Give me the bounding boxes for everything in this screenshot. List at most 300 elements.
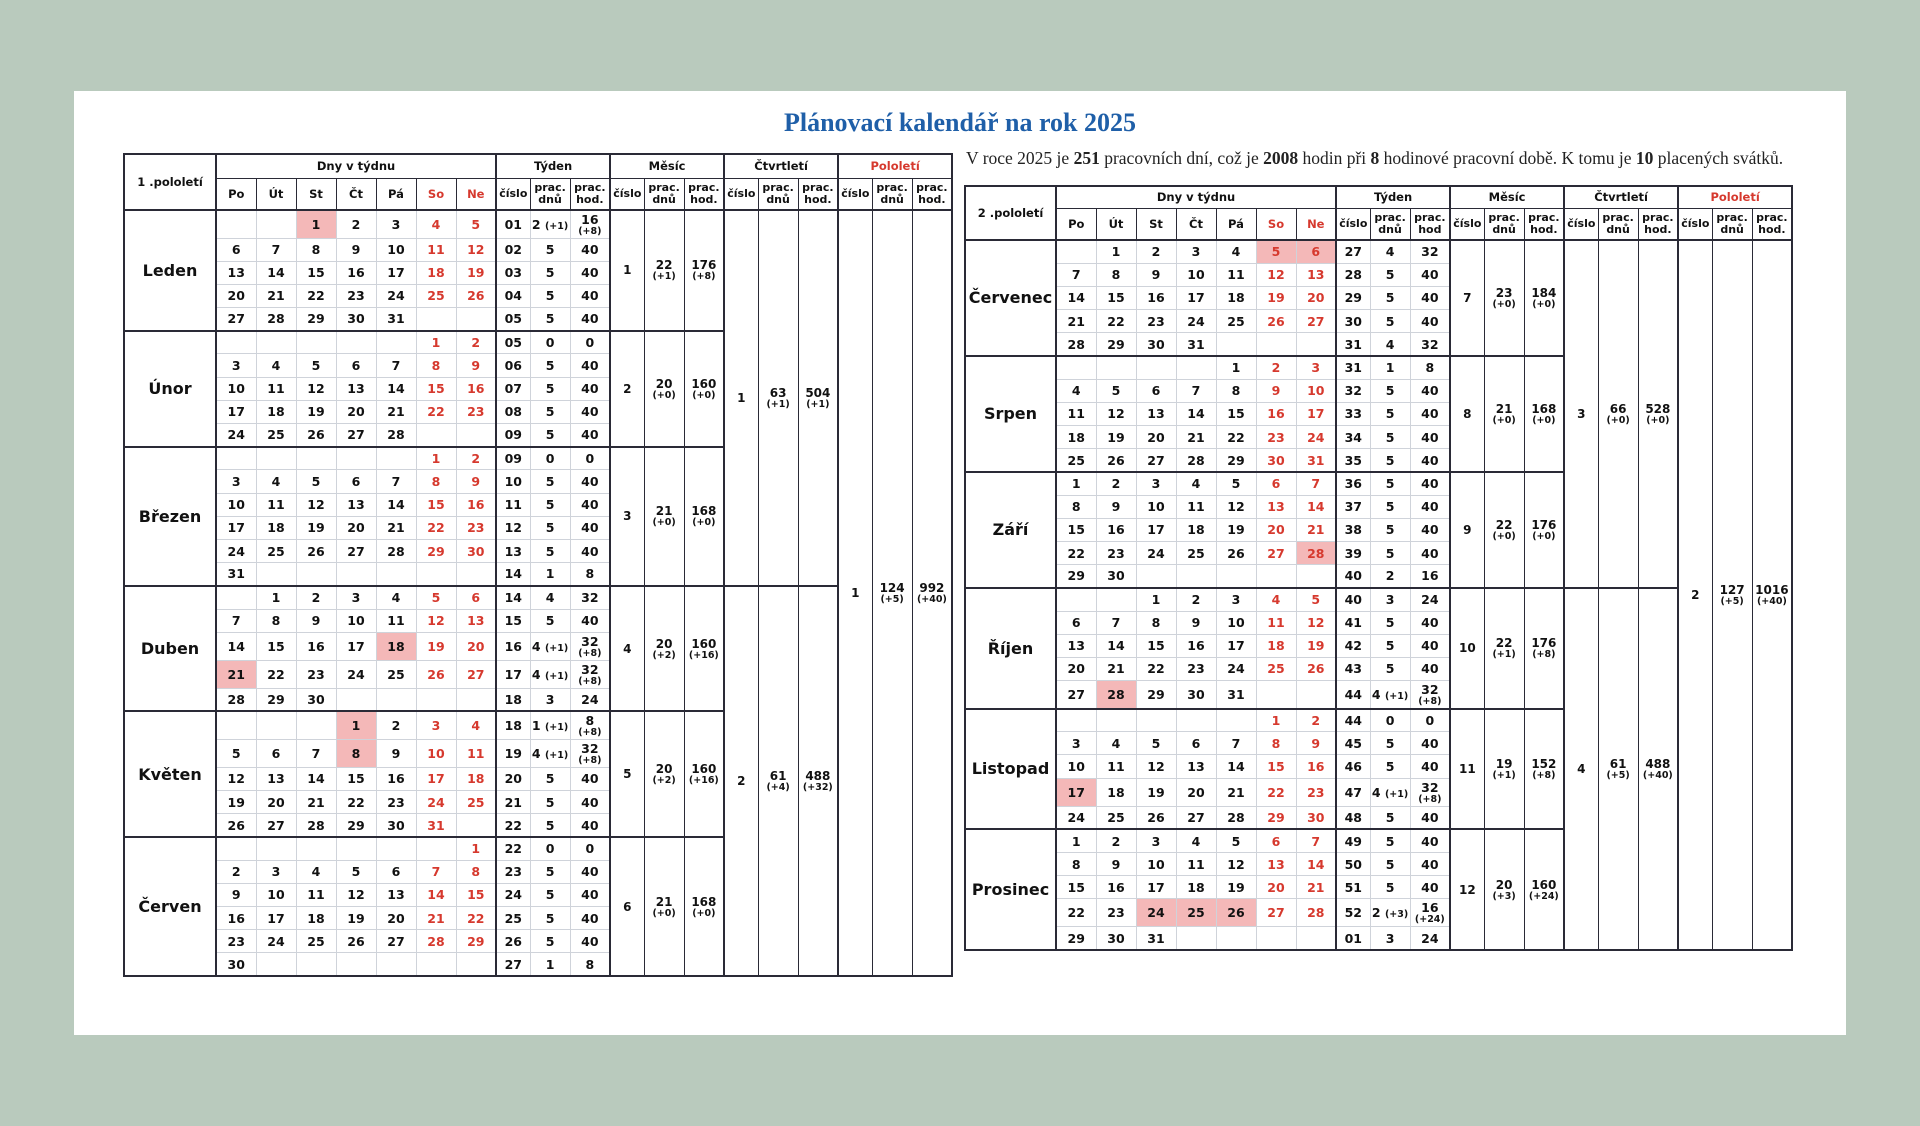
day-cell: 17 xyxy=(416,767,456,790)
day-cell: 6 xyxy=(216,238,256,261)
week-workdays-value: 5 xyxy=(545,771,555,787)
day-cell: 23 xyxy=(1136,310,1176,333)
day-cell: 13 xyxy=(376,883,416,906)
month-hours-delta: (+0) xyxy=(692,389,716,401)
week-workdays-value: 5 xyxy=(1385,313,1395,329)
quarter-hours-value: 488 xyxy=(805,768,831,783)
month-hours xyxy=(1524,588,1564,709)
week-hours-value: 0 xyxy=(1425,712,1435,728)
half-label: 1 .pololetí xyxy=(124,154,216,210)
week-hours xyxy=(1410,778,1450,806)
day-cell: 29 xyxy=(1056,565,1096,588)
week-hours-value: 40 xyxy=(581,520,599,536)
week-hours xyxy=(1410,356,1450,379)
week-workdays-value: 5 xyxy=(1385,406,1395,422)
day-cell: 7 xyxy=(1296,472,1336,495)
day-cell: 10 xyxy=(1136,495,1176,518)
week-number: 49 xyxy=(1336,829,1370,852)
day-cell: 16 xyxy=(296,632,336,660)
day-cell: 31 xyxy=(1136,927,1176,950)
month-hours-value: 184 xyxy=(1531,285,1557,300)
day-cell: 18 xyxy=(256,516,296,539)
day-cell: 3 xyxy=(1216,588,1256,611)
day-cell: 25 xyxy=(1056,449,1096,472)
week-number: 14 xyxy=(496,563,530,586)
page-title: Plánovací kalendář na rok 2025 xyxy=(783,108,1136,137)
day-cell: 31 xyxy=(1296,449,1336,472)
day-cell: 23 xyxy=(1176,657,1216,680)
day-cell: 31 xyxy=(1216,681,1256,709)
week-number: 05 xyxy=(496,331,530,354)
day-cell: 22 xyxy=(1056,899,1096,927)
week-workdays-value: 5 xyxy=(545,311,555,327)
day-cell: 27 xyxy=(376,930,416,953)
day-cell: 24 xyxy=(336,660,376,688)
day-cell: 30 xyxy=(216,953,256,976)
day-cell: 19 xyxy=(1096,426,1136,449)
week-hours-value: 40 xyxy=(1421,499,1439,515)
week-workdays xyxy=(1370,356,1410,379)
empty-day-cell xyxy=(416,837,456,860)
header-week: Týden xyxy=(1336,186,1450,208)
week-workdays-value: 5 xyxy=(1385,452,1395,468)
week-workdays-value: 5 xyxy=(1385,833,1395,849)
day-cell: 1 xyxy=(1256,709,1296,732)
day-cell: 10 xyxy=(1176,263,1216,286)
col-number-header: číslo xyxy=(1450,208,1484,240)
month-workdays-value: 20 xyxy=(655,636,673,651)
week-workdays xyxy=(1370,565,1410,588)
day-cell: 20 xyxy=(1296,286,1336,309)
week-workdays xyxy=(1370,611,1410,634)
day-cell: 22 xyxy=(1216,426,1256,449)
month-name: Květen xyxy=(124,711,216,837)
day-cell: 5 xyxy=(456,210,496,238)
day-cell: 16 xyxy=(376,767,416,790)
day-cell: 20 xyxy=(336,400,376,423)
week-number: 39 xyxy=(1336,541,1370,564)
col-workdays-header: prac. dnů xyxy=(1712,208,1752,240)
month-workdays-delta: (+2) xyxy=(652,649,676,661)
day-cell: 31 xyxy=(1176,333,1216,356)
week-hours xyxy=(1410,333,1450,356)
week-hours-value: 24 xyxy=(1421,592,1439,608)
empty-day-cell xyxy=(1176,565,1216,588)
month-hours xyxy=(684,210,724,331)
empty-day-cell xyxy=(1056,588,1096,611)
day-cell: 3 xyxy=(1056,732,1096,755)
empty-day-cell xyxy=(456,563,496,586)
day-cell: 24 xyxy=(216,539,256,562)
week-hours-value: 16 xyxy=(1421,900,1439,916)
day-cell: 1 xyxy=(456,837,496,860)
empty-day-cell xyxy=(416,688,456,711)
week-hours-value: 40 xyxy=(1421,452,1439,468)
day-cell: 15 xyxy=(416,377,456,400)
empty-day-cell xyxy=(256,837,296,860)
day-cell: 9 xyxy=(456,470,496,493)
day-cell: 21 xyxy=(1056,310,1096,333)
week-hours xyxy=(1410,518,1450,541)
empty-day-cell xyxy=(1176,709,1216,732)
day-cell: 29 xyxy=(1256,806,1296,829)
quarter-workdays xyxy=(758,210,798,586)
day-cell: 23 xyxy=(1096,899,1136,927)
quarter-number: 1 xyxy=(724,210,758,586)
month-name: Duben xyxy=(124,586,216,712)
empty-day-cell xyxy=(296,563,336,586)
note-text: placených svátků. xyxy=(1653,148,1784,168)
week-workdays-value: 5 xyxy=(545,817,555,833)
week-workdays-value: 0 xyxy=(545,841,555,857)
day-cell: 29 xyxy=(336,814,376,837)
day-cell: 17 xyxy=(1136,518,1176,541)
empty-day-cell xyxy=(376,688,416,711)
day-cell: 1 xyxy=(1056,829,1096,852)
halfyear-workdays xyxy=(1712,240,1752,950)
note-hours: 2008 xyxy=(1263,148,1299,168)
week-number: 43 xyxy=(1336,657,1370,680)
day-cell: 23 xyxy=(1096,541,1136,564)
day-cell: 7 xyxy=(1296,829,1336,852)
note-text: pracovních dní, což je xyxy=(1099,148,1264,168)
week-hours-value: 40 xyxy=(581,794,599,810)
week-workdays xyxy=(530,860,570,883)
week-workdays xyxy=(530,308,570,331)
week-workdays-delta: (+1) xyxy=(544,670,569,682)
day-cell: 26 xyxy=(456,284,496,307)
day-cell: 17 xyxy=(1056,778,1096,806)
day-cell: 24 xyxy=(376,284,416,307)
week-workdays-value: 5 xyxy=(545,794,555,810)
day-cell: 22 xyxy=(416,400,456,423)
week-workdays xyxy=(1370,495,1410,518)
day-cell: 24 xyxy=(1136,899,1176,927)
empty-day-cell xyxy=(456,308,496,331)
empty-day-cell xyxy=(336,688,376,711)
day-cell: 9 xyxy=(1096,495,1136,518)
day-cell: 10 xyxy=(376,238,416,261)
day-cell: 19 xyxy=(1296,634,1336,657)
day-cell: 2 xyxy=(1096,829,1136,852)
day-cell: 12 xyxy=(1256,263,1296,286)
month-workdays xyxy=(644,210,684,331)
day-cell: 24 xyxy=(1296,426,1336,449)
col-workdays-header: prac. dnů xyxy=(530,178,570,210)
empty-day-cell xyxy=(1176,356,1216,379)
week-hours-value: 40 xyxy=(1421,545,1439,561)
day-cell: 28 xyxy=(256,308,296,331)
day-cell: 23 xyxy=(336,284,376,307)
month-hours-delta: (+0) xyxy=(1532,414,1556,426)
week-hours xyxy=(570,860,610,883)
month-name: Leden xyxy=(124,210,216,331)
day-cell: 22 xyxy=(456,907,496,930)
day-cell: 1 xyxy=(1136,588,1176,611)
week-hours-value: 40 xyxy=(1421,522,1439,538)
header-month: Měsíc xyxy=(610,154,724,178)
week-workdays xyxy=(530,660,570,688)
day-cell: 30 xyxy=(1096,927,1136,950)
halfyear-hours-delta: (+40) xyxy=(916,594,947,606)
col-number-header: číslo xyxy=(610,178,644,210)
month-hours xyxy=(684,711,724,837)
quarter-hours xyxy=(1638,588,1678,950)
day-cell: 9 xyxy=(296,609,336,632)
empty-day-cell xyxy=(1296,927,1336,950)
empty-day-cell xyxy=(256,563,296,586)
quarter-hours-value: 488 xyxy=(1645,756,1671,771)
day-cell: 11 xyxy=(376,609,416,632)
week-workdays-delta: (+1) xyxy=(544,220,569,232)
day-cell: 28 xyxy=(376,424,416,447)
week-hours-value: 8 xyxy=(585,713,595,729)
day-cell: 15 xyxy=(1056,518,1096,541)
day-cell: 2 xyxy=(336,210,376,238)
week-hours-delta: (+8) xyxy=(578,675,602,687)
day-cell: 30 xyxy=(1256,449,1296,472)
month-workdays-value: 20 xyxy=(655,376,673,391)
week-workdays xyxy=(1370,829,1410,852)
week-hours-value: 40 xyxy=(581,771,599,787)
quarter-hours-delta: (+0) xyxy=(1646,414,1670,426)
day-cell: 21 xyxy=(296,791,336,814)
month-hours xyxy=(684,586,724,712)
quarter-workdays-delta: (+4) xyxy=(766,781,790,793)
day-cell: 9 xyxy=(1136,263,1176,286)
day-cell: 19 xyxy=(336,907,376,930)
day-cell: 11 xyxy=(1176,853,1216,876)
month-hours-value: 160 xyxy=(691,636,717,651)
week-workdays xyxy=(530,688,570,711)
month-workdays-delta: (+0) xyxy=(1492,530,1516,542)
month-workdays-value: 21 xyxy=(655,894,673,909)
day-cell: 18 xyxy=(1176,876,1216,899)
day-cell: 25 xyxy=(256,539,296,562)
week-hours xyxy=(570,711,610,739)
header-days: Dny v týdnu xyxy=(216,154,496,178)
day-cell: 7 xyxy=(216,609,256,632)
month-workdays xyxy=(644,586,684,712)
week-hours xyxy=(570,493,610,516)
day-cell: 23 xyxy=(1296,778,1336,806)
week-workdays-value: 5 xyxy=(545,358,555,374)
day-cell: 2 xyxy=(376,711,416,739)
day-cell: 11 xyxy=(456,739,496,767)
weekday-header: Ne xyxy=(456,178,496,210)
day-cell: 22 xyxy=(1136,657,1176,680)
day-cell: 3 xyxy=(336,586,376,609)
week-row xyxy=(965,240,1792,263)
month-hours-delta: (+24) xyxy=(1528,890,1559,902)
day-cell: 18 xyxy=(1256,634,1296,657)
day-cell: 21 xyxy=(376,516,416,539)
week-workdays-value: 3 xyxy=(1385,930,1395,946)
day-cell: 23 xyxy=(216,930,256,953)
empty-day-cell xyxy=(216,447,256,470)
week-hours xyxy=(1410,565,1450,588)
day-cell: 20 xyxy=(1176,778,1216,806)
empty-day-cell xyxy=(1256,681,1296,709)
week-workdays xyxy=(530,930,570,953)
month-name: Červen xyxy=(124,837,216,976)
week-number: 41 xyxy=(1336,611,1370,634)
week-number: 18 xyxy=(496,711,530,739)
day-cell: 9 xyxy=(1256,379,1296,402)
week-hours-value: 40 xyxy=(581,427,599,443)
col-hours-header: prac. hod. xyxy=(912,178,952,210)
week-workdays xyxy=(530,516,570,539)
week-workdays-value: 1 xyxy=(545,566,555,582)
day-cell: 6 xyxy=(336,470,376,493)
week-workdays xyxy=(1370,755,1410,778)
week-hours-value: 40 xyxy=(1421,383,1439,399)
weekday-header: Po xyxy=(1056,208,1096,240)
month-workdays-delta: (+1) xyxy=(652,271,676,283)
day-cell: 27 xyxy=(216,308,256,331)
day-cell: 1 xyxy=(416,447,456,470)
week-workdays-value: 3 xyxy=(545,692,555,708)
empty-day-cell xyxy=(376,447,416,470)
week-hours xyxy=(1410,449,1450,472)
day-cell: 12 xyxy=(456,238,496,261)
week-hours-delta: (+8) xyxy=(578,647,602,659)
day-cell: 21 xyxy=(376,400,416,423)
day-cell: 3 xyxy=(1136,472,1176,495)
week-number: 06 xyxy=(496,354,530,377)
day-cell: 14 xyxy=(1296,495,1336,518)
day-cell: 12 xyxy=(296,493,336,516)
day-cell: 13 xyxy=(1256,495,1296,518)
quarter-workdays-delta: (+5) xyxy=(1606,769,1630,781)
day-cell: 1 xyxy=(1096,240,1136,263)
empty-day-cell xyxy=(216,331,256,354)
day-cell: 8 xyxy=(1056,495,1096,518)
week-hours xyxy=(1410,853,1450,876)
week-hours-delta: (+8) xyxy=(578,225,602,237)
week-hours xyxy=(1410,588,1450,611)
week-hours-value: 32 xyxy=(1421,336,1439,352)
empty-day-cell xyxy=(1256,565,1296,588)
col-hours-header: prac. hod. xyxy=(1638,208,1678,240)
day-cell: 7 xyxy=(256,238,296,261)
day-cell: 4 xyxy=(256,470,296,493)
week-number: 02 xyxy=(496,238,530,261)
empty-day-cell xyxy=(456,688,496,711)
week-workdays-value: 5 xyxy=(1385,879,1395,895)
week-workdays-value: 5 xyxy=(545,404,555,420)
empty-day-cell xyxy=(1136,356,1176,379)
week-hours-value: 40 xyxy=(581,613,599,629)
empty-day-cell xyxy=(1056,356,1096,379)
day-cell: 24 xyxy=(1176,310,1216,333)
week-workdays xyxy=(530,493,570,516)
empty-day-cell xyxy=(256,210,296,238)
day-cell: 9 xyxy=(336,238,376,261)
month-workdays-value: 19 xyxy=(1495,756,1513,771)
note-shift: 8 xyxy=(1370,148,1380,168)
month-workdays-delta: (+0) xyxy=(652,517,676,529)
day-cell: 22 xyxy=(416,516,456,539)
day-cell: 6 xyxy=(1296,240,1336,263)
week-hours-value: 40 xyxy=(581,864,599,880)
day-cell: 2 xyxy=(1096,472,1136,495)
week-hours xyxy=(570,907,610,930)
day-cell: 24 xyxy=(216,424,256,447)
week-hours xyxy=(1410,732,1450,755)
day-cell: 30 xyxy=(1176,681,1216,709)
week-workdays xyxy=(1370,472,1410,495)
quarter-hours xyxy=(1638,240,1678,588)
week-hours xyxy=(570,331,610,354)
day-cell: 18 xyxy=(456,767,496,790)
week-number: 42 xyxy=(1336,634,1370,657)
week-hours-value: 40 xyxy=(1421,879,1439,895)
month-name: Březen xyxy=(124,447,216,586)
empty-day-cell xyxy=(456,424,496,447)
day-cell: 4 xyxy=(376,586,416,609)
day-cell: 2 xyxy=(216,860,256,883)
day-cell: 3 xyxy=(376,210,416,238)
week-workdays xyxy=(530,539,570,562)
week-number: 40 xyxy=(1336,588,1370,611)
week-hours xyxy=(570,814,610,837)
col-hours-header: prac. hod. xyxy=(1524,208,1564,240)
halfyear-workdays-value: 124 xyxy=(879,581,905,596)
week-workdays-value: 0 xyxy=(1385,712,1395,728)
empty-day-cell xyxy=(456,814,496,837)
day-cell: 9 xyxy=(216,883,256,906)
week-number: 22 xyxy=(496,837,530,860)
month-number: 4 xyxy=(610,586,644,712)
week-hours xyxy=(570,516,610,539)
calendar-table xyxy=(123,153,953,977)
month-workdays-delta: (+0) xyxy=(1492,414,1516,426)
month-hours-value: 176 xyxy=(1531,636,1557,651)
weekday-header: Čt xyxy=(336,178,376,210)
day-cell: 20 xyxy=(216,284,256,307)
day-cell: 27 xyxy=(1256,899,1296,927)
week-workdays xyxy=(1370,310,1410,333)
week-workdays-value: 4 xyxy=(1371,686,1381,702)
week-hours xyxy=(570,377,610,400)
month-name: Prosinec xyxy=(965,829,1056,950)
empty-day-cell xyxy=(256,711,296,739)
week-workdays-value: 5 xyxy=(1385,429,1395,445)
day-cell: 4 xyxy=(456,711,496,739)
day-cell: 4 xyxy=(1096,732,1136,755)
week-number: 13 xyxy=(496,539,530,562)
week-hours xyxy=(570,767,610,790)
halfyear-number: 1 xyxy=(838,210,872,976)
day-cell: 8 xyxy=(336,739,376,767)
week-hours xyxy=(570,609,610,632)
day-cell: 14 xyxy=(376,377,416,400)
day-cell: 28 xyxy=(416,930,456,953)
week-workdays-value: 5 xyxy=(545,887,555,903)
day-cell: 8 xyxy=(1216,379,1256,402)
col-hours-header: prac. hod xyxy=(1410,208,1450,240)
week-hours-value: 16 xyxy=(1421,568,1439,584)
day-cell: 18 xyxy=(1096,778,1136,806)
col-number-header: číslo xyxy=(1336,208,1370,240)
month-hours xyxy=(684,837,724,976)
empty-day-cell xyxy=(376,953,416,976)
day-cell: 3 xyxy=(1136,829,1176,852)
week-number: 03 xyxy=(496,261,530,284)
week-number: 27 xyxy=(1336,240,1370,263)
day-cell: 20 xyxy=(1256,518,1296,541)
